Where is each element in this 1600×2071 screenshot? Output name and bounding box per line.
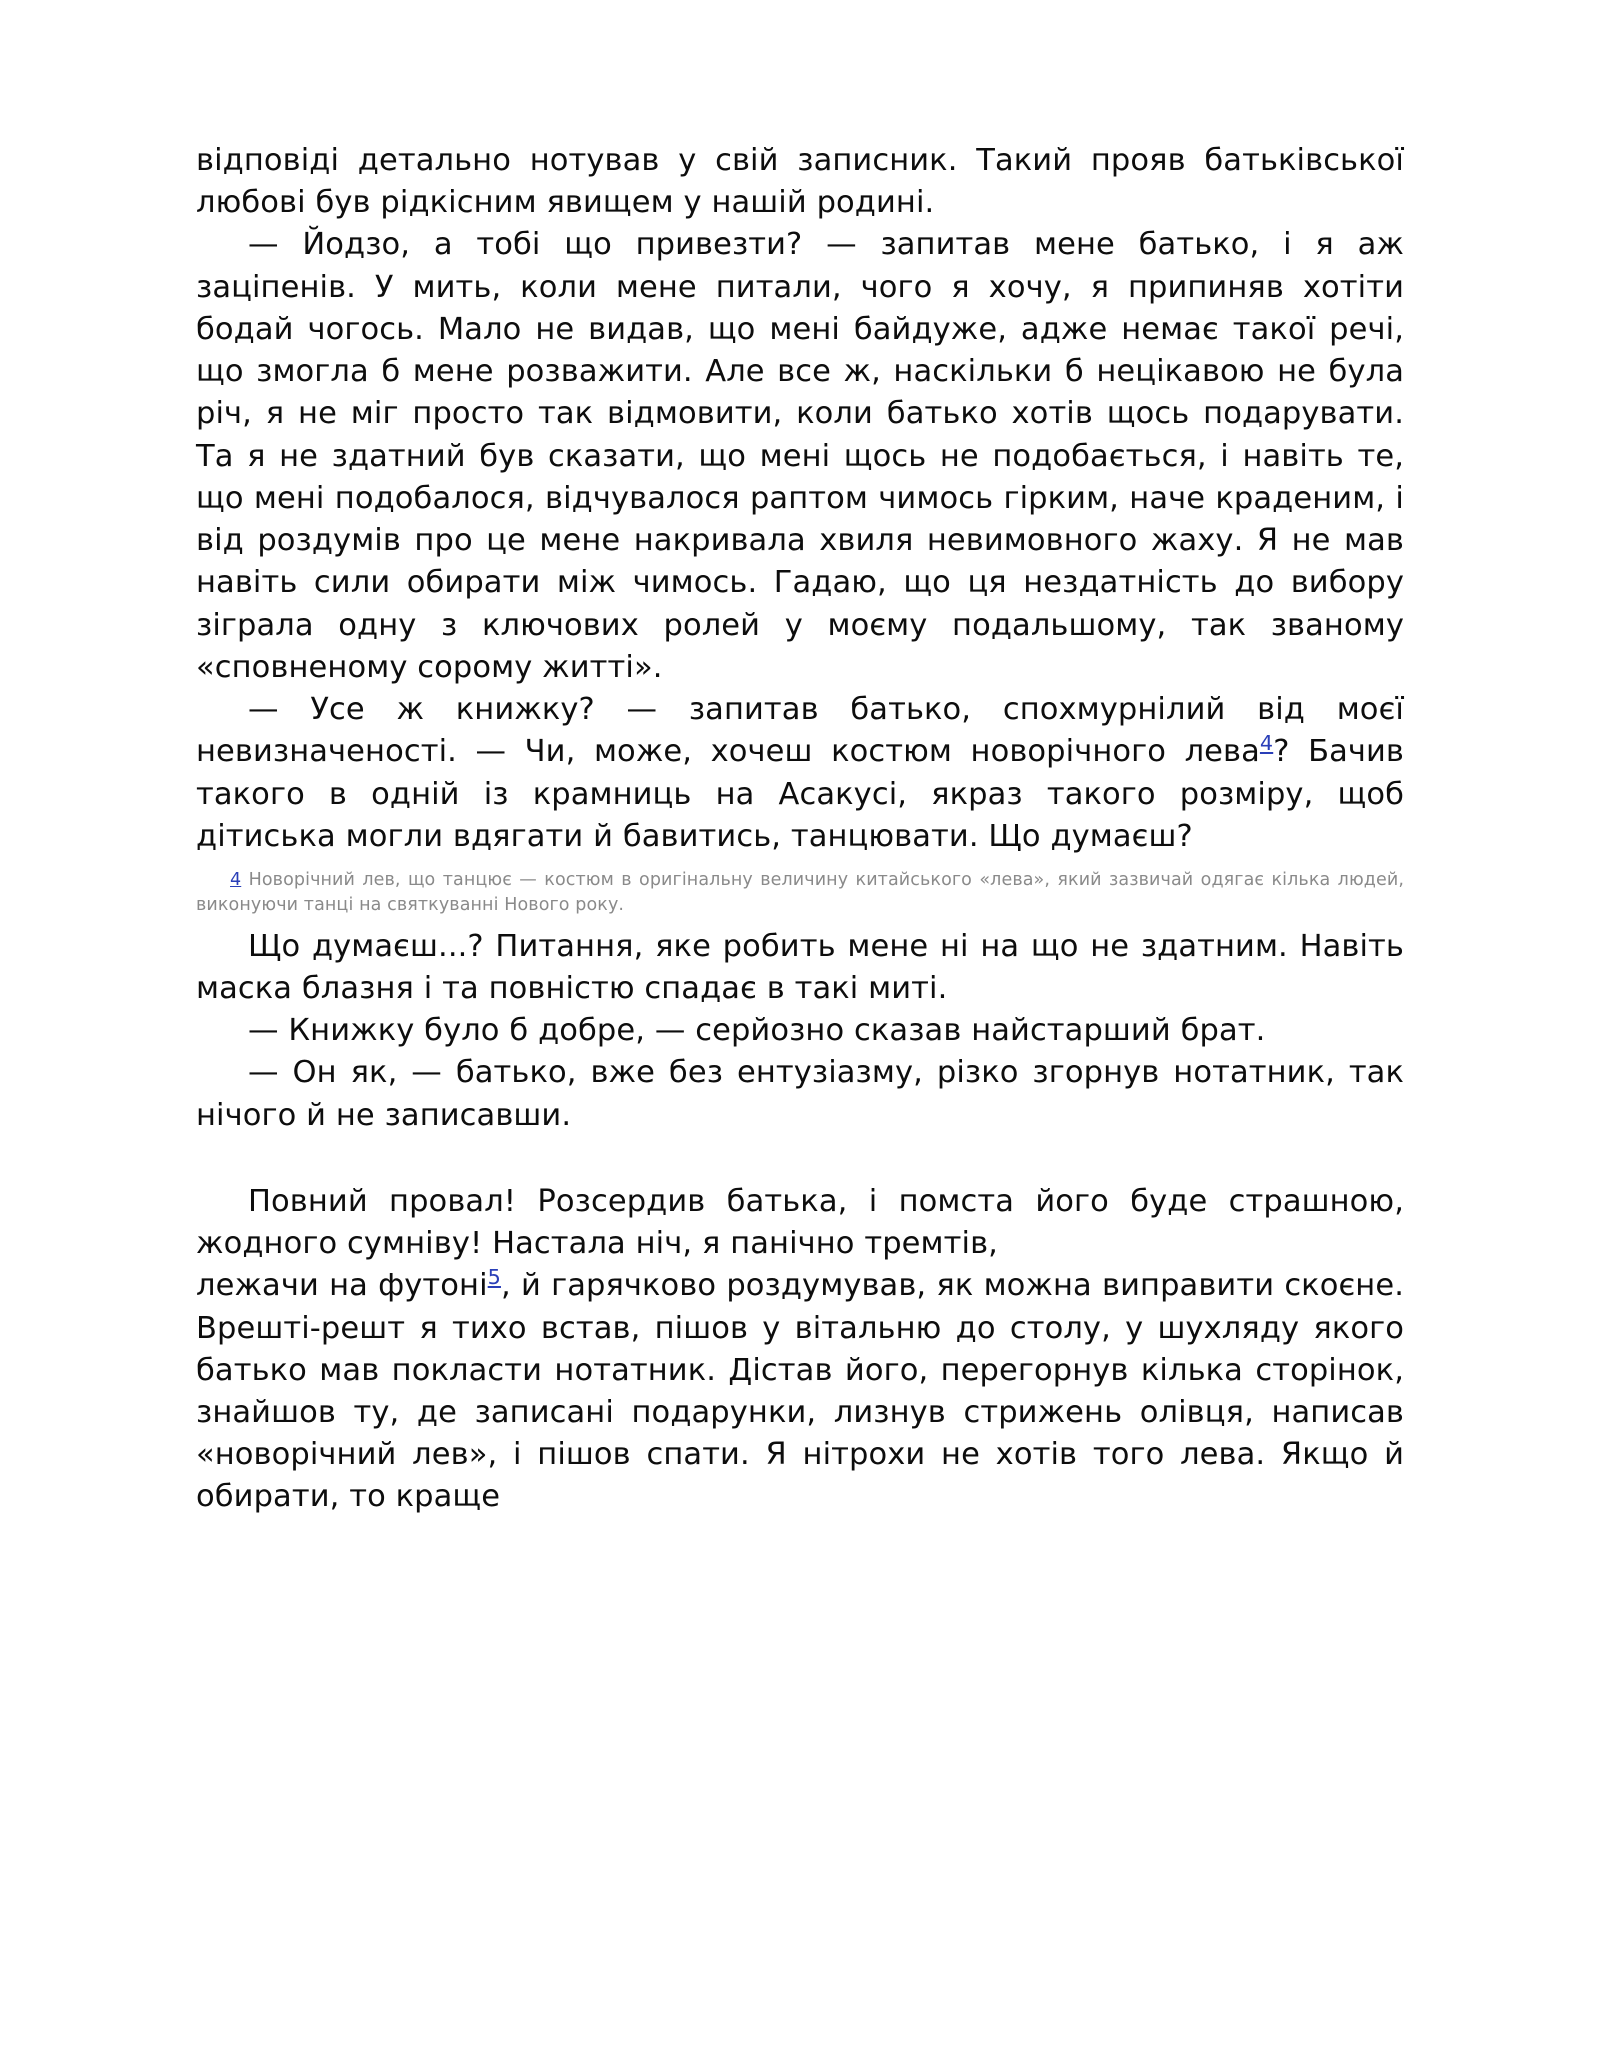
paragraph-text-after-ref: , й гарячково роздумував, як можна виправити скоєне. Врешті-решт я тихо встав, пішов у вітальню до столу, у шухляду якого батько мав покласти нотатник. Дістав його, перегорнув кілька сторінок, знайшов ту, де записані подарунки, лизнув стрижень олівця, написав «новорічний лев», і пішов спати. Я нітрохи не хотів того лева. Якщо й обирати, то краще <box>196 1268 1405 1515</box>
paragraph: Що думаєш...? Питання, яке робить мене ні на що не здатним. Навіть маска блазня і та повністю спадає в такі миті. <box>196 928 1404 1006</box>
paragraph-with-footnote-ref-5 <box>196 1265 1404 1518</box>
paragraph-text-before-ref: — Усе ж книжку? — запитав батько, спохмурнілий від моєї невизначеності. — Чи, може, хочеш костюм новорічного лева <box>196 692 1404 770</box>
footnote-4-number[interactable]: 4 <box>230 869 242 890</box>
footnote-ref-4-link[interactable]: 4 <box>1259 731 1274 756</box>
paragraph: — Книжку було б добре, — серйозно сказав найстарший брат. <box>248 1013 1266 1049</box>
footnote-4-text: Новорічний лев, що танцює — костюм в оригінальну величину китайського «лева», який зазвичай одягає <box>248 869 1265 890</box>
footnote-ref-4[interactable] <box>1260 731 1273 755</box>
footnote-ref-5[interactable] <box>488 1265 501 1289</box>
paragraph-text-before-ref: лежачи на футоні <box>196 1268 488 1304</box>
paragraph-with-footnote-ref-4 <box>196 689 1404 858</box>
page-body-text <box>196 140 1404 1519</box>
footnote-ref-5-link[interactable]: 5 <box>487 1265 501 1290</box>
paragraph-text-after-ref: ? Бачив такого в одній із крамниць на Асакусі, якраз такого розміру, щоб дітиська могли вдягати й бавитись, танцювати. Що думаєш? <box>196 734 1404 854</box>
paragraph: — Он як, — батько, вже без ентузіазму, різко згорнув нотатник, так нічого й не записавши. <box>196 1055 1404 1133</box>
footnote-4 <box>196 868 1404 918</box>
paragraph: Повний провал! Розсердив батька, і помста його буде страшною, жодного сумніву! Настала ніч, я панічно тремтів, <box>196 1183 1404 1262</box>
paragraph: відповіді детально нотував у свій записник. Такий прояв батьківської любові був рідкісним явищем у нашій родині. <box>196 143 1404 221</box>
footnote-4-text-continued: кілька людей, виконуючи танці на святкуванні Нового року. <box>196 869 1404 915</box>
paragraph: — Йодзо, а тобі що привезти? — запитав мене батько, і я аж заціпенів. У мить, коли мене питали, чого я хочу, я припиняв хотіти бодай чогось. Мало не видав, що мені байдуже, адже немає такої речі, що змогла б мене розважити. Але все ж, наскільки б нецікавою не була річ, я не міг просто так відмовити, коли батько хотів щось подарувати. Та я не здатний був сказати, що мені щось не подобається, і навіть те, що мені подобалося, відчувалося раптом чимось гірким, наче краденим, і від роздумів про це мене накривала хвиля невимовного жаху. Я не мав навіть сили обирати між чимось. Гадаю, що ця нездатність до вибору зіграла одну з ключових ролей у моєму подальшому, так званому «сповненому сорому житті». <box>196 227 1404 685</box>
